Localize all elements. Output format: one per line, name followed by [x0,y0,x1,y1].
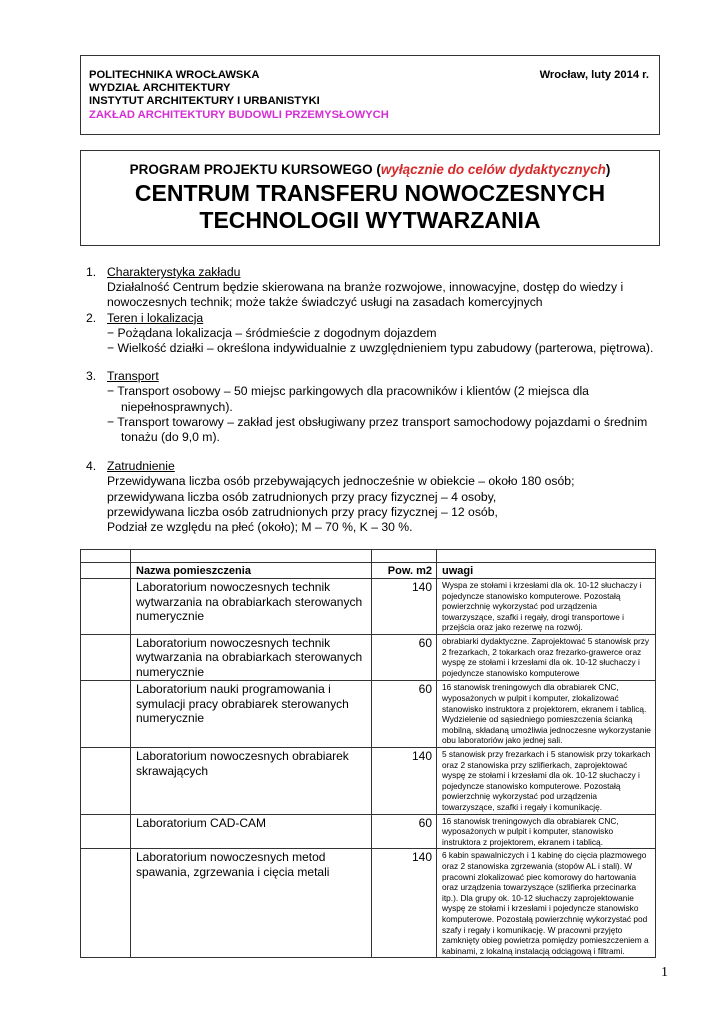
list-item: − Pożądana lokalizacja – śródmieście z dogodnym dojazdem [107,325,437,340]
room-name: Laboratorium nowoczesnych technik wytwarzania na obrabiarkach sterowanych numerycznie [131,579,372,635]
department-name: ZAKŁAD ARCHITEKTURY BUDOWLI PRZEMYSŁOWYCH [89,108,389,121]
page-number: 1 [661,965,668,980]
institution-header-box [80,55,660,135]
program-sections [86,265,656,535]
faculty-name: WYDZIAŁ ARCHITEKTURY [89,82,231,95]
table-row [81,634,656,681]
section-heading: Charakterystyka zakładu [107,265,241,279]
room-notes: 16 stanowisk treningowych dla obrabiarek CNC, wyposażonych w pulpit i komputer, zlokalizować stanowisko instruktora z projektorem, ekranem i tablicą. Wydzielenie od sąsiedniego pomieszczenia ścianką mobilną, składaną umożliwia jednoczesne wykorzystanie obu laboratoriów jako jednej sali. [437,681,656,748]
room-area: 140 [372,748,437,815]
room-notes: 16 stanowisk treningowych dla obrabiarek CNC, wyposażonych w pulpit i komputer, stanowisko instruktora z projektorem, ekranem i tablicą. [437,814,656,849]
section-heading: Transport [107,369,159,384]
room-area: 60 [372,814,437,849]
list-item: − Transport osobowy – 50 miejsc parkingowych dla pracowników i klientów (2 miejsca dla niepełnosprawnych). [107,384,589,414]
room-name: Laboratorium CAD-CAM [131,814,372,849]
room-notes: obrabiarki dydaktyczne. Zaprojektować 5 stanowisk przy 2 frezarkach, 2 tokarkach oraz frezarko-grawerce oraz wyspę ze stołami i krzesłami dla ok. 10-12 słuchaczy i pojedyncze stanowisko komputerowe [437,634,656,681]
room-name: Laboratorium nauki programowania i symulacji pracy obrabiarek sterowanych numerycznie [131,681,372,748]
room-name: Laboratorium nowoczesnych technik wytwarzania na obrabiarkach sterowanych numerycznie [131,634,372,681]
room-name: Laboratorium nowoczesnych obrabiarek skrawających [131,748,372,815]
room-area: 60 [372,681,437,748]
title-box [80,150,660,246]
section-characteristics: 1. Charakterystyka zakładu Działalność Centrum będzie skierowana na branże rozwojowe, innowacyjne, dostęp do wiedzy i nowoczesnych technik; może także świadczyć usługi na zasadach komercyjnych [86,265,656,311]
table-row [81,681,656,748]
table-row [81,579,656,635]
room-notes: 5 stanowisk przy frezarkach i 5 stanowisk przy tokarkach oraz 2 stanowiska przy szlifierkach, zaprojektować wyspę ze stołami i krzesłami dla ok. 10-12 słuchaczy i pojedyncze stanowisko komputerowe. Pozostałą powierzchnię wykorzystać pod urządzenia towarzyszące, szafki i regały i komunikację. [437,748,656,815]
rooms-table [80,549,656,958]
room-area: 60 [372,634,437,681]
section-employment: 4. Zatrudnienie Przewidywana liczba osób przebywających jednocześnie w obiekcie – około 180 osób; przewidywana liczba osób zatrudnionych przy pracy fizycznej – 4 osoby, przewidywana liczba osób zatrudnionych przy pracy fizycznej – 12 osób, Podział ze względu na płeć (około); M – 70 %, K – 30 %. [86,459,656,535]
section-site-location: 2. Teren i lokalizacja − Pożądana lokalizacja – śródmieście z dogodnym dojazdem − Wielkość działki – określona indywidualnie z uwzględnieniem typu zabudowy (parterowa, piętrowa). [86,311,656,357]
room-notes: Wyspa ze stołami i krzesłami dla ok. 10-12 słuchaczy i pojedyncze stanowisko komputerowe. Pozostałą powierzchnię wykorzystać pod urządzenia towarzyszące, szafki i regały, drogi transportowe i przejścia oraz jako rezerwę na rozwój. [437,579,656,635]
document-date: Wrocław, luty 2014 r. [539,69,649,81]
room-area: 140 [372,849,437,958]
column-header-notes: uwagi [437,563,656,579]
document-title: CENTRUM TRANSFERU NOWOCZESNYCH TECHNOLOGII WYTWARZANIA [134,180,606,233]
table-blank-row [81,550,656,563]
room-name: Laboratorium nowoczesnych metod spawania, zgrzewania i cięcia metali [131,849,372,958]
room-notes: 6 kabin spawalniczych i 1 kabinę do cięcia plazmowego oraz 2 stanowiska zgrzewania (stopów AL i stali). W pracowni zlokalizować piec komorowy do hartowania oraz urządzenia towarzyszące (szlifierka przecinarka itp.). Dla grupy ok. 10-12 słuchaczy zaprojektowanie wyspę ze stołami i krzesłami i pojedyncze stanowisko komputerowe. Pozostałą powierzchnię wykorzystać pod szafy i regały i komunikację. W pracowni przyjęto zamknięty obieg powietrza pomiędzy pomieszczeniem a kabinami, z lokalną instalacją odciągową i filtrami. [437,849,656,958]
list-item: − Transport towarowy – zakład jest obsługiwany przez transport samochodowy pojazdami o średnim tonażu (do 9,0 m). [107,414,648,445]
table-row [81,849,656,958]
room-area: 140 [372,579,437,635]
table-row [81,748,656,815]
table-row [81,814,656,849]
list-item: − Wielkość działki – określona indywidualnie z uwzględnieniem typu zabudowy (parterowa, piętrowa). [107,341,654,356]
section-heading: Zatrudnienie [107,459,175,474]
column-header-name: Nazwa pomieszczenia [131,563,372,579]
university-name: POLITECHNIKA WROCŁAWSKA [89,69,260,81]
didactic-note: wyłącznie do celów dydaktycznych [380,162,606,177]
table-header-row [81,563,656,579]
column-header-area: Pow. m2 [372,563,437,579]
section-heading: Teren i lokalizacja [107,310,204,325]
program-heading: PROGRAM PROJEKTU KURSOWEGO (wyłącznie do celów dydaktycznych) [129,162,611,177]
institute-name: INSTYTUT ARCHITEKTURY I URBANISTYKI [89,95,320,108]
section-transport: 3. Transport − Transport osobowy – 50 miejsc parkingowych dla pracowników i klientów (2 miejsca dla niepełnosprawnych). − Transport towarowy – zakład jest obsługiwany przez transport samochodowy pojazdami o średnim tonażu (do 9,0 m). [86,369,656,445]
